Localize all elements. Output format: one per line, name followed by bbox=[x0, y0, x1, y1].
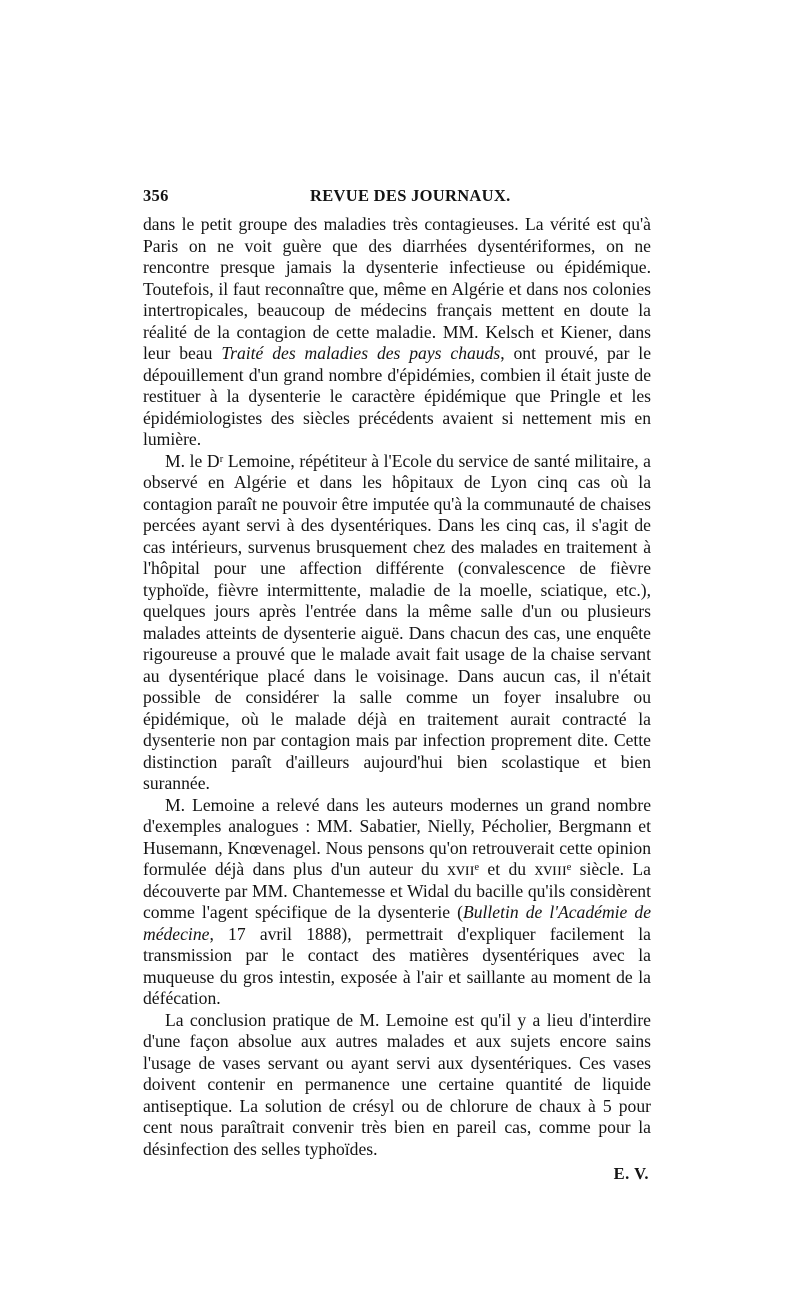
article-body bbox=[143, 214, 651, 1160]
running-title: REVUE DES JOURNAUX. bbox=[310, 186, 511, 205]
journal-title: Bulletin de l'Académie de médecine bbox=[143, 902, 652, 944]
text-segment: dans le petit groupe des maladies très contagieuses. La vérité est qu'à Paris on ne voit guère que des diarrhées dysentériformes, on ne rencontre presque jamais la dysenterie infectieuse ou épidémique. Toutefois, il faut reconnaître que, même en Algérie et dans nos colonies intertropicales, beaucoup de médecins français mettent en doute la réalité de la contagion de cette maladie. MM. Kelsch et Kiener, dans leur beau bbox=[143, 214, 651, 363]
journal-page bbox=[143, 186, 651, 1184]
book-title: Traité des maladies des pays chauds bbox=[221, 343, 501, 363]
text-segment: M. le Dʳ Lemoine, répétiteur à l'Ecole du service de santé militaire, a observé en Algérie et dans les hôpitaux de Lyon cinq cas où la contagion paraît ne pouvoir être imputée qu'à la communauté de chaises percées ayant servi à des dysentériques. Dans les cinq cas, il s'agit de cas intérieurs, survenus brusquement chez des malades en traitement à l'hôpital pour une affection différente (convalescence de fièvre typhoïde, fièvre intermittente, maladie de la moelle, sciatique, etc.), quelques jours après l'entrée dans la même salle d'un ou plusieurs malades atteints de dysenterie aiguë. Dans chacun des cas, une enquête rigoureuse a prouvé que le malade avait fait usage de la chaise servant au dysentérique placé dans le voisinage. Dans aucun cas, il n'était possible de considérer la salle comme un foyer insalubre ou épidémique, où le malade déjà en traitement aurait contracté la dysenterie non par contagion mais par infection proprement dite. Cette distinction paraît d'ailleurs aujourd'hui bien scolastique et bien surannée. bbox=[143, 450, 651, 793]
text-segment: M. Lemoine a relevé dans les auteurs modernes un grand nombre d'exemples analogues : MM. Sabatier, Nielly, Pécholier, Bergmann et Husemann, Knœvenagel. Nous pensons qu'on retrouverait cette opinion formulée déjà dans plus d'un auteur du xvɪɪᵉ et du xvɪɪɪᵉ siècle. La découverte par MM. Chantemesse et Widal du bacille qu'ils considèrent comme l'agent spécifique de la dysenterie ( bbox=[143, 794, 651, 922]
author-signature: E. V. bbox=[613, 1164, 649, 1183]
paragraph-conclusion bbox=[143, 1010, 651, 1161]
page-header bbox=[143, 186, 651, 214]
page-number: 356 bbox=[143, 186, 169, 205]
text-segment: La conclusion pratique de M. Lemoine est qu'il y a lieu d'interdire d'une façon absolue aux autres malades et aux sujets encore sains l'usage de vases servant ou ayant servi aux dysentériques. Ces vases doivent contenir en permanence une certaine quantité de liquide antiseptique. La solution de crésyl ou de chlorure de chaux à 5 pour cent nous paraîtrait convenir très bien en pareil cas, comme pour la désinfection des selles typhoïdes. bbox=[143, 1009, 651, 1159]
paragraph-contagion-intro bbox=[143, 214, 651, 451]
paragraph-analogous-examples bbox=[143, 795, 651, 1010]
text-segment: , 17 avril 1888), permettrait d'expliquer facilement la transmission par le contact des matières dysentériques avec la muqueuse du gros intestin, exposée à l'air et saillante au moment de la défécation. bbox=[143, 923, 651, 1008]
paragraph-lemoine-observations bbox=[143, 451, 651, 795]
text-segment: , ont prouvé, par le dépouillement d'un grand nombre d'épidémies, combien il était juste de restituer à la dysenterie le caractère épidémique que Pringle et les épidémiologistes des siècles précédents avaient si nettement mis en lumière. bbox=[143, 343, 652, 449]
